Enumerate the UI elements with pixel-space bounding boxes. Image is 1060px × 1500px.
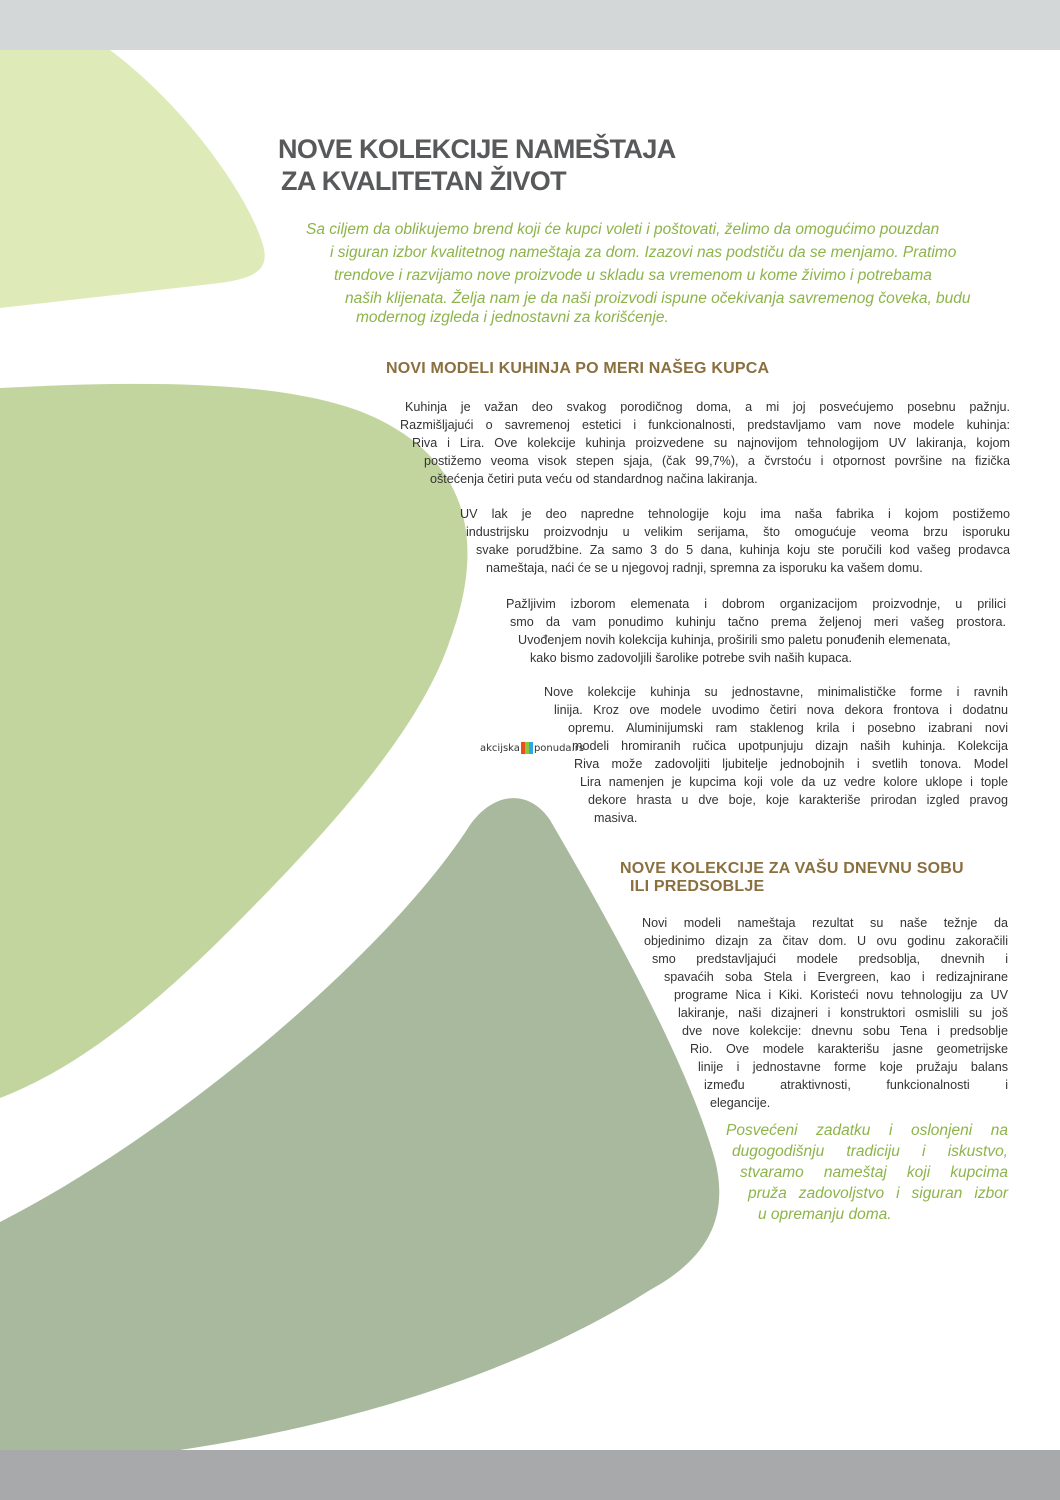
- title-line-1: NOVE KOLEKCIJE NAMEŠTAJA: [278, 134, 676, 164]
- text-line: između atraktivnosti, funkcionalnosti i: [704, 1078, 1008, 1092]
- text-line: nameštaja, naći će se u njegovoj radnji, spremna za isporuku ka vašem domu.: [486, 561, 923, 575]
- text-line: Riva i Lira. Ove kolekcije kuhinja proizvedene su najnovijom tehnologijom UV lakiranja, kojom: [412, 436, 1010, 450]
- text-line: dve nove kolekcije: dnevnu sobu Tena i predsoblje: [682, 1024, 1008, 1038]
- text-line: industrijsku proizvodnju u velikim serijama, što omogućuje veoma brzu isporuku: [466, 525, 1010, 539]
- text-line: modeli hromiranih ručica upotpunjuju dizajn naših kuhinja. Kolekcija: [572, 739, 1008, 753]
- text-line: Kuhinja je važan deo svakog porodičnog doma, a mi joj posvećujemo posebnu pažnju.: [405, 400, 1010, 414]
- text-line: svake porudžbine. Za samo 3 do 5 dana, kuhinja koju ste poručili kod vašeg prodavca: [476, 543, 1010, 557]
- closing-line: stvaramo nameštaj koji kupcima: [740, 1164, 1008, 1181]
- kitchen-paragraph-4: [544, 683, 1008, 827]
- intro-line: i siguran izbor kvalitetnog nameštaja za dom. Izazovi nas podstiču da se menjamo. Pratimo: [330, 244, 957, 261]
- bottom-bar: [0, 1450, 1060, 1500]
- watermark-text-right: ponuda.rs: [533, 743, 585, 754]
- page-title: [278, 133, 676, 197]
- living-paragraph: [640, 914, 1008, 1112]
- closing-line: Posvećeni zadatku i oslonjeni na: [726, 1122, 1008, 1139]
- text-line: lakiranje, naši dizajneri i konstruktori osmislili su još: [678, 1006, 1008, 1020]
- watermark-logo: [480, 742, 585, 756]
- watermark-icon: [521, 742, 533, 754]
- text-line: Rio. Ove modele karakterišu jasne geometrijske: [690, 1042, 1008, 1056]
- section-heading-kitchens: NOVI MODELI KUHINJA PO MERI NAŠEG KUPCA: [386, 360, 770, 377]
- text-line: opremu. Aluminijumski ram staklenog krila i posebno izabrani novi: [568, 721, 1008, 735]
- kitchen-paragraph-2: [460, 505, 1010, 577]
- text-line: elegancije.: [710, 1096, 771, 1110]
- text-line: Riva može zadovoljiti ljubitelje jednobojnih i svetlih tonova. Model: [574, 757, 1008, 771]
- watermark-text-left: akcijska: [480, 743, 520, 754]
- closing-line: dugogodišnju tradiciju i iskustvo,: [732, 1143, 1008, 1160]
- closing-line: pruža zadovoljstvo i siguran izbor: [748, 1185, 1008, 1202]
- intro-line: trendove i razvijamo nove proizvode u skladu sa vremenom u kome živimo i potrebama: [334, 267, 932, 284]
- text-line: linija. Kroz ove modele uvodimo četiri nova dekora frontova i dodatnu: [554, 703, 1008, 717]
- text-line: spavaćih soba Stela i Evergreen, kao i redizajnirane: [664, 970, 1008, 984]
- text-line: Novi modeli nameštaja rezultat su naše težnje da: [642, 916, 1008, 930]
- text-line: Uvođenjem novih kolekcija kuhinja, proširili smo paletu ponuđenih elemenata,: [518, 633, 951, 647]
- closing-line: u opremanju doma.: [758, 1206, 892, 1223]
- intro-line: Sa ciljem da oblikujemo brend koji će kupci voleti i poštovati, želimo da omogućimo pouzdan: [306, 221, 940, 238]
- text-line: dekore hrasta u dve boje, koje karakteriše prirodan izgled pravog: [588, 793, 1008, 807]
- text-line: smo predstavljajući modele predsoblja, dnevnih i: [652, 952, 1008, 966]
- text-line: UV lak je deo napredne tehnologije koju ima naša fabrika i kojom postižemo: [460, 507, 1010, 521]
- text-line: objedinimo dizajn za čitav dom. U ovu godinu zakoračili: [644, 934, 1008, 948]
- text-line: oštećenja četiri puta veću od standardnog načina lakiranja.: [430, 472, 758, 486]
- intro-line: naših klijenata. Želja nam je da naši proizvodi ispune očekivanja savremenog čoveka, budu: [345, 290, 971, 307]
- light-green-shape: [0, 50, 265, 308]
- text-line: Razmišljajući o savremenoj estetici i funkcionalnosti, predstavljamo vam nove modele kuhinja:: [400, 418, 1010, 432]
- text-line: programe Nica i Kiki. Koristeći novu tehnologiju za UV: [674, 988, 1008, 1002]
- text-line: masiva.: [594, 811, 638, 825]
- text-line: linije i jednostavne forme koje pružaju balans: [698, 1060, 1008, 1074]
- title-line-2: ZA KVALITETAN ŽIVOT: [281, 166, 567, 196]
- kitchen-paragraph-3: [506, 595, 1006, 667]
- text-line: smo da vam ponudimo kuhinju tačno prema željenoj meri vašeg prostora.: [510, 615, 1006, 629]
- text-line: Lira namenjen je kupcima koji vole da uz vedre kolore uklope i tople: [580, 775, 1008, 789]
- text-line: postižemo veoma visok stepen sjaja, (čak 99,7%), a čvrstoću i otpornost površine na fizička: [424, 454, 1010, 468]
- kitchen-paragraph-1: [400, 398, 1010, 488]
- section-heading-living: [620, 860, 964, 896]
- heading-line-2: ILI PREDSOBLJE: [630, 878, 765, 895]
- heading-line-1: NOVE KOLEKCIJE ZA VAŠU DNEVNU SOBU: [620, 860, 964, 877]
- text-line: Pažljivim izborom elemenata i dobrom organizacijom proizvodnje, u prilici: [506, 597, 1006, 611]
- text-line: Nove kolekcije kuhinja su jednostavne, minimalističke forme i ravnih: [544, 685, 1008, 699]
- text-line: kako bismo zadovoljili šarolike potrebe svih naših kupaca.: [530, 651, 853, 665]
- intro-line: modernog izgleda i jednostavni za korišćenje.: [356, 309, 669, 326]
